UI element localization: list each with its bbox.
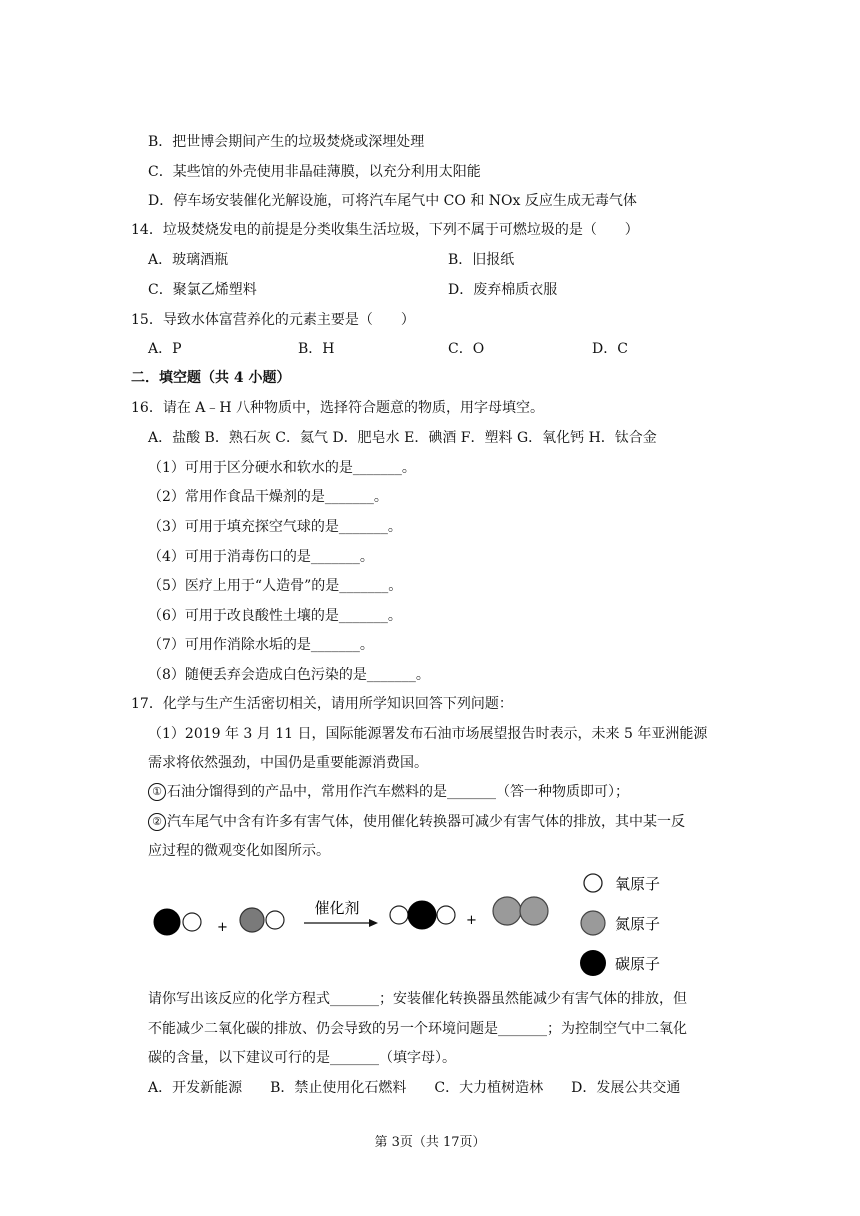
- q17-after-line1: 请你写出该反应的化学方程式_______；安装催化转换器虽然能减少有害气体的排放，但: [148, 991, 687, 1007]
- q15-stem: 15．导致水体富营养化的元素主要是（ ）: [131, 312, 415, 328]
- q16-item: （3）可用于填充探空气球的是_______。: [148, 519, 402, 535]
- q15-option-d: D．C: [592, 341, 628, 357]
- q17-sub2-line2: 应过程的微观变化如图所示。: [148, 843, 330, 859]
- q17-part1-line2: 需求将依然强劲，中国仍是重要能源消费国。: [148, 755, 428, 771]
- q14-option-b: B．旧报纸: [448, 252, 515, 268]
- q15-option-a: A．P: [148, 341, 182, 357]
- legend-oxygen: 氧原子: [615, 875, 661, 893]
- q15-option-b: B．H: [298, 341, 335, 357]
- q16-item: （2）常用作食品干燥剂的是_______。: [148, 489, 388, 505]
- page-footer: 第 3页（共 17页）: [374, 1135, 486, 1150]
- q16-item: （7）可用作消除水垢的是_______。: [148, 637, 374, 653]
- q16-item: （8）随便丢弃会造成白色污染的是_______。: [148, 667, 430, 683]
- q17-options: A．开发新能源 B．禁止使用化石燃料 C．大力植树造林 D．发展公共交通: [148, 1080, 681, 1096]
- legend-carbon: 碳原子: [615, 955, 661, 973]
- q16-item: （5）医疗上用于“人造骨”的是_______。: [148, 578, 403, 594]
- n2-molecule: [493, 897, 548, 925]
- co2-molecule: [390, 901, 455, 929]
- q15-option-c: C．O: [448, 341, 485, 357]
- q14-option-d: D．废弃棉质衣服: [448, 282, 558, 298]
- q13-option-c: C．某些馆的外壳使用非晶硅薄膜，以充分利用太阳能: [148, 164, 481, 180]
- circled-number-2: ②: [148, 813, 166, 831]
- carbon-atom-icon: [580, 950, 606, 976]
- catalyst-label: 催化剂: [314, 899, 360, 917]
- q14-option-c: C．聚氯乙烯塑料: [148, 282, 257, 298]
- reaction-diagram: [140, 862, 700, 982]
- q14-stem: 14．垃圾焚烧发电的前提是分类收集生活垃圾，下列不属于可燃垃圾的是（ ）: [131, 222, 639, 238]
- plus-sign-2: +: [466, 913, 477, 928]
- nitrogen-atom-icon: [581, 911, 605, 935]
- legend-nitrogen: 氮原子: [615, 915, 661, 933]
- q17-sub2: [148, 812, 685, 832]
- co-molecule: [154, 909, 201, 935]
- q17-part1-line1: （1）2019 年 3 月 11 日，国际能源署发布石油市场展望报告时表示，未来 5 年亚洲能源: [148, 726, 708, 742]
- section-heading: 二．填空题（共 4 小题）: [131, 370, 291, 386]
- q16-item: （4）可用于消毒伤口的是_______。: [148, 549, 374, 565]
- circled-number-1: ①: [148, 783, 166, 801]
- q17-sub1: [148, 782, 629, 802]
- q13-option-d: D．停车场安装催化光解设施，可将汽车尾气中 CO 和 NOx 反应生成无毒气体: [148, 193, 637, 209]
- q17-after-line2: 不能减少二氧化碳的排放、仍会导致的另一个环境问题是_______；为控制空气中二氧化: [148, 1021, 687, 1037]
- q16-stem: 16．请在 A﹣H 八种物质中，选择符合题意的物质，用字母填空。: [131, 400, 545, 416]
- q17-stem: 17．化学与生产生活密切相关，请用所学知识回答下列问题：: [131, 696, 513, 712]
- arrowhead-icon: [369, 919, 378, 927]
- q17-sub2-text: 汽车尾气中含有许多有害气体，使用催化转换器可减少有害气体的排放，其中某一反: [167, 814, 685, 830]
- no-molecule: [240, 908, 284, 932]
- q16-choices: A．盐酸 B．熟石灰 C．氦气 D．肥皂水 E．碘酒 F．塑料 G．氧化钙 H．钛合金: [148, 430, 657, 446]
- q14-option-a: A．玻璃酒瓶: [148, 252, 229, 268]
- oxygen-atom-icon: [584, 874, 602, 892]
- q17-after-line3: 碳的含量，以下建议可行的是_______（填字母）。: [148, 1050, 456, 1066]
- q17-sub1-text: 石油分馏得到的产品中，常用作汽车燃料的是_______（答一种物质即可）；: [167, 784, 629, 800]
- q16-item: （6）可用于改良酸性土壤的是_______。: [148, 608, 402, 624]
- legend: [580, 874, 660, 976]
- plus-sign-1: +: [217, 920, 228, 935]
- q13-option-b: B．把世博会期间产生的垃圾焚烧或深埋处理: [148, 134, 425, 150]
- q16-item: （1）可用于区分硬水和软水的是_______。: [148, 460, 416, 476]
